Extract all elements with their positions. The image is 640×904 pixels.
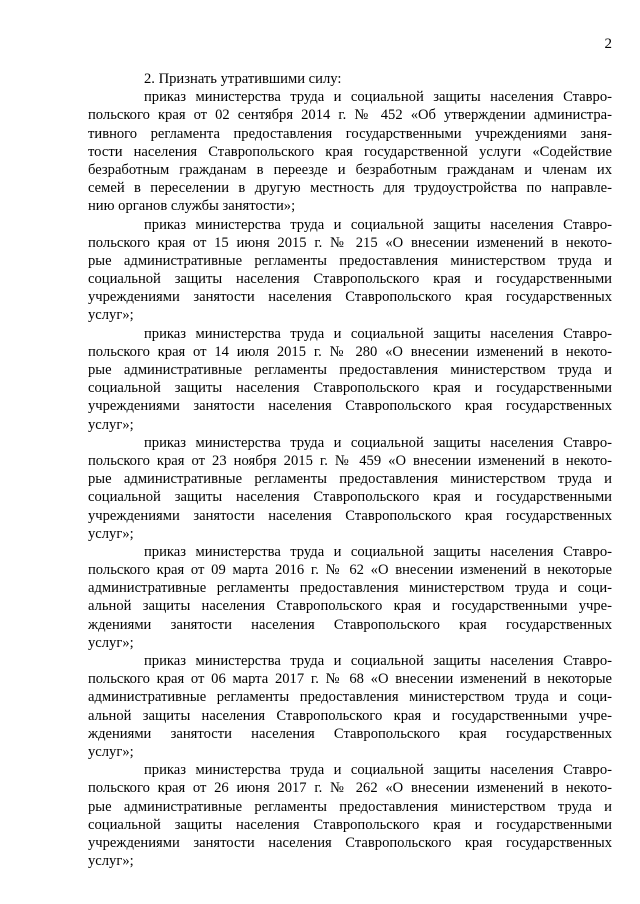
- order-paragraph: [88, 88, 612, 215]
- paragraph-line: польского края от 02 сентября 2014 г. № 452 «Об утверждении администра-: [88, 107, 612, 124]
- paragraph-line: учреждениями занятости населения Ставропольского края государственных: [88, 834, 612, 851]
- order-paragraph: [88, 652, 612, 761]
- paragraph-line: учреждениями занятости населения Ставропольского края государственных: [88, 507, 612, 524]
- paragraph-line: приказ министерства труда и социальной защиты населения Ставро-: [144, 543, 612, 560]
- paragraph-line: тивного регламента предоставления государственными учреждениями заня-: [88, 125, 612, 142]
- paragraph-line: услуг»;: [88, 743, 134, 760]
- paragraph-line: рые административные регламенты предоставления министерством труда и: [88, 362, 612, 378]
- paragraph-line: учреждениями занятости населения Ставропольского края государственных: [88, 398, 612, 415]
- paragraph-line: услуг»;: [88, 525, 134, 542]
- paragraph-line: польского края от 09 марта 2016 г. № 62 «О внесении изменений в некоторые: [88, 562, 612, 579]
- paragraph-line: приказ министерства труда и социальной защиты населения Ставро-: [144, 762, 612, 779]
- paragraph-line: польского края от 26 июня 2017 г. № 262 «О внесении изменений в некото-: [88, 780, 612, 797]
- paragraph-line: польского края от 23 ноября 2015 г. № 459 «О внесении изменений в некото-: [88, 452, 612, 469]
- order-paragraph: [88, 325, 612, 434]
- section-heading: 2. Признать утратившими силу:: [144, 71, 342, 87]
- paragraph-line: семей в переселении в другую местность для трудоустройства по направле-: [88, 180, 612, 197]
- paragraph-line: рые административные регламенты предоставления министерством труда и: [88, 471, 612, 488]
- paragraph-line: приказ министерства труда и социальной защиты населения Ставро-: [144, 653, 612, 669]
- paragraph-line: альной защиты населения Ставропольского края и государственными учре-: [88, 707, 612, 724]
- paragraph-line: безработным гражданам в переезде и безработным гражданам и членам их: [88, 161, 612, 178]
- order-paragraph: [88, 434, 612, 543]
- paragraph-line: приказ министерства труда и социальной защиты населения Ставро-: [144, 216, 612, 233]
- order-paragraph: [88, 543, 612, 652]
- paragraph-line: административные регламенты предоставления министерством труда и соци-: [88, 580, 612, 597]
- order-paragraph: [88, 216, 612, 325]
- paragraph-line: польского края от 14 июля 2015 г. № 280 «О внесении изменений в некото-: [88, 343, 612, 360]
- paragraph-line: ждениями занятости населения Ставропольского края государственных: [88, 725, 612, 742]
- paragraph-line: ждениями занятости населения Ставропольского края государственных: [88, 616, 612, 633]
- paragraph-line: социальной защиты населения Ставропольского края и государственными: [88, 380, 612, 397]
- paragraph-line: тости населения Ставропольского края государственной услуги «Содействие: [88, 143, 612, 160]
- paragraph-line: услуг»;: [88, 307, 134, 324]
- paragraph-line: социальной защиты населения Ставропольского края и государственными: [88, 816, 612, 833]
- paragraph-line: услуг»;: [88, 416, 134, 433]
- paragraph-line: административные регламенты предоставления министерством труда и соци-: [88, 689, 612, 706]
- paragraph-line: социальной защиты населения Ставропольского края и государственными: [88, 271, 612, 288]
- order-paragraph: [88, 761, 612, 870]
- paragraph-line: приказ министерства труда и социальной защиты населения Ставро-: [144, 325, 612, 342]
- paragraph-line: польского края от 06 марта 2017 г. № 68 «О внесении изменений в некоторые: [88, 671, 612, 688]
- page-number: 2: [604, 36, 612, 52]
- paragraph-line: нию органов службы занятости»;: [88, 198, 296, 215]
- paragraph-line: рые административные регламенты предоставления министерством труда и: [88, 798, 612, 815]
- paragraph-line: рые административные регламенты предоставления министерством труда и: [88, 252, 612, 269]
- paragraph-line: польского края от 15 июня 2015 г. № 215 «О внесении изменений в некото-: [88, 234, 612, 251]
- paragraph-line: услуг»;: [88, 853, 134, 870]
- paragraph-line: альной защиты населения Ставропольского края и государственными учре-: [88, 598, 612, 615]
- paragraph-line: социальной защиты населения Ставропольского края и государственными: [88, 489, 612, 506]
- paragraph-line: услуг»;: [88, 634, 134, 651]
- repeal-list: [88, 88, 612, 870]
- paragraph-line: приказ министерства труда и социальной защиты населения Ставро-: [144, 434, 612, 451]
- document-body: [88, 70, 612, 870]
- paragraph-line: приказ министерства труда и социальной защиты населения Ставро-: [144, 89, 612, 106]
- paragraph-line: учреждениями занятости населения Ставропольского края государственных: [88, 289, 612, 306]
